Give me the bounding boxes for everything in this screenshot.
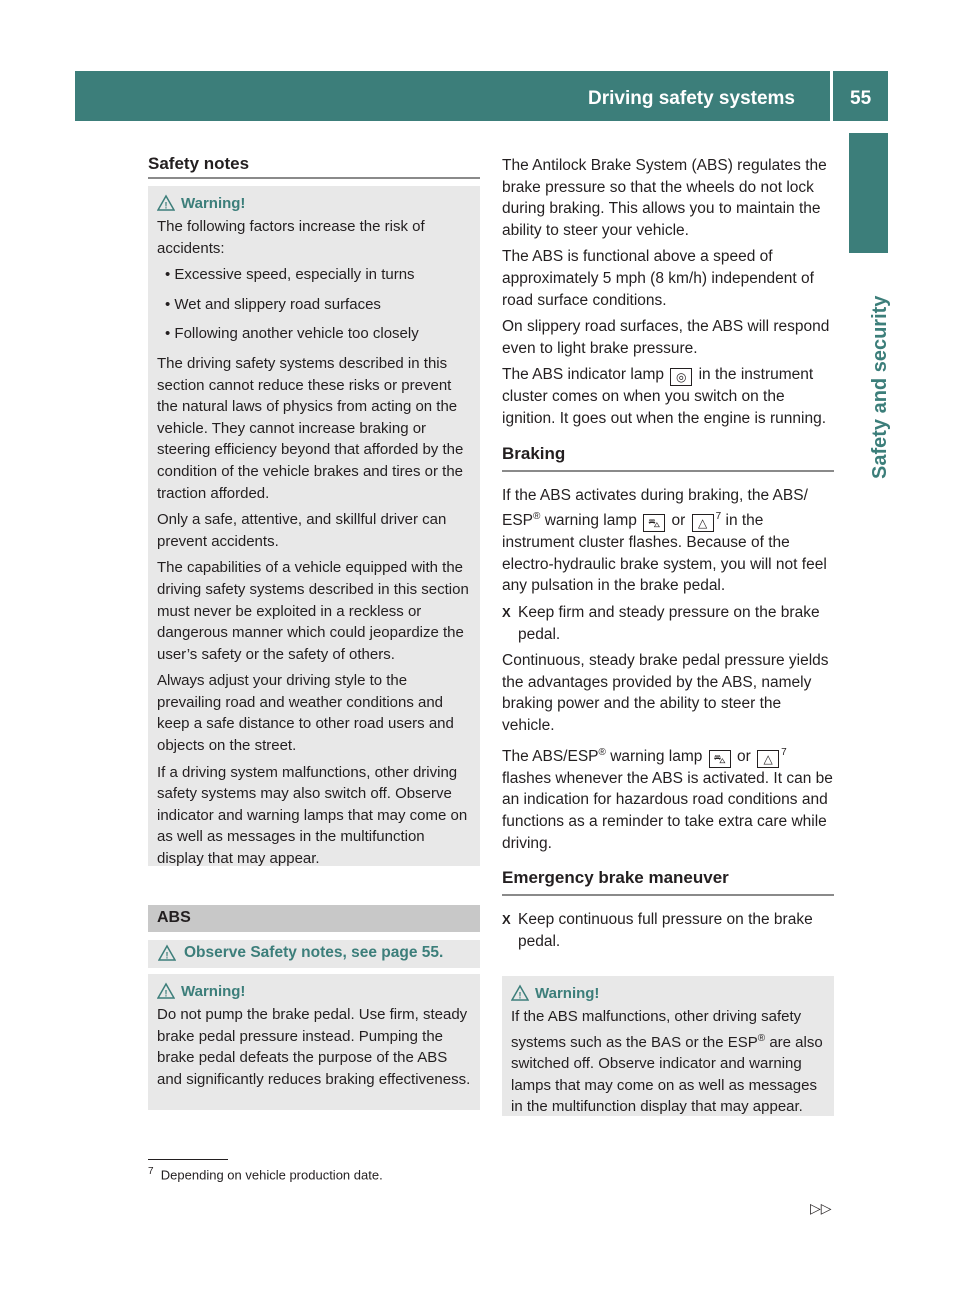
- text: If the ABS activates during braking, the ABS/ ESP: [502, 486, 808, 530]
- text: The ABS/ESP: [502, 747, 599, 765]
- esp-lamp-icon: ⛍: [643, 514, 665, 532]
- warning-triangle-icon: [157, 982, 175, 1000]
- paragraph: The capabilities of a vehicle equipped with the driving safety systems described in this section must never be exploited in a reckless or dangerous manner which could jeopardize the user’s safety or the safety of others.: [157, 559, 469, 663]
- page-number: 55: [850, 88, 872, 109]
- warning-triangle-icon: [157, 194, 175, 212]
- text: in the instrument cluster flashes. Because of the electro-hydraulic brake system, you will not feel any pulsation in the brake pedal.: [502, 512, 827, 595]
- observe-link[interactable]: Observe Safety notes, see page 55.: [184, 944, 444, 961]
- paragraph: [502, 364, 834, 429]
- text: are also switched off. Observe indicator and warning lamps that may come on as well as messages in the multifunction display that may appear.: [511, 1033, 823, 1116]
- heading-rule: [502, 894, 834, 896]
- footnote: [148, 1166, 383, 1182]
- paragraph: [502, 742, 834, 855]
- heading-rule: [502, 470, 834, 472]
- text: warning lamp: [610, 747, 703, 765]
- paragraph: If a driving system malfunctions, other driving safety systems may also switch off. Observe indicator and warning lamps that may come on as well as messages in the multifunction display that may appear.: [157, 763, 468, 868]
- abs-heading-bar: [148, 905, 480, 932]
- heading-braking: Braking: [502, 443, 566, 463]
- side-tab-label: Safety and security: [869, 295, 891, 479]
- warning-intro: The following factors increase the risk of accidents:: [157, 218, 425, 257]
- warning-title: [511, 984, 825, 1002]
- header-title: Driving safety systems: [588, 88, 795, 109]
- paragraph: The Antilock Brake System (ABS) regulates the brake pressure so that the wheels do not lock during braking. This allows you to maintain the ability to steer your vehicle.: [502, 157, 827, 239]
- registered-mark: ®: [757, 1032, 766, 1044]
- esp-lamp-icon: ⛍: [709, 750, 731, 768]
- footnote-ref: 7: [781, 746, 787, 758]
- paragraph: Do not pump the brake pedal. Use firm, steady brake pedal pressure instead. Pumping the brake pedal defeats the purpose of the ABS and significantly reduces braking effectiveness.: [157, 1006, 471, 1088]
- warning-box-2: [148, 974, 480, 1110]
- heading-safety-notes: Safety notes: [148, 154, 250, 173]
- instruction-item: X Keep firm and steady pressure on the brake pedal.: [502, 602, 834, 645]
- svg-text:!: !: [164, 988, 168, 999]
- paragraph: The driving safety systems described in this section cannot reduce these risks or prevent the natural laws of physics from acting on the vehicle. They cannot increase braking or steering efficiency beyond that afforded by the condition of the vehicle brakes and tires or the traction afforded.: [157, 354, 464, 502]
- warning-title-text: Warning!: [181, 982, 246, 1000]
- registered-mark: ®: [598, 746, 606, 758]
- warning-lamp-icon: △: [757, 750, 779, 768]
- heading-rule: [148, 177, 480, 179]
- warning-title: [157, 982, 471, 1000]
- right-column: [502, 155, 834, 957]
- abs-lamp-icon: ◎: [670, 368, 692, 386]
- paragraph: Only a safe, attentive, and skillful driver can prevent accidents.: [157, 511, 447, 550]
- footnote-rule: [148, 1159, 228, 1160]
- footnote-mark: 7: [148, 1166, 154, 1177]
- text: flashes whenever the ABS is activated. It can be an indication for hazardous road conditions and functions as a reminder to take extra care while driving.: [502, 769, 833, 852]
- warning-title: [157, 194, 471, 212]
- warning-title-text: Warning!: [535, 984, 600, 1002]
- text: The ABS indicator lamp: [502, 366, 664, 384]
- paragraph: Continuous, steady brake pedal pressure yields the advantages provided by the ABS, namely braking power and the ability to steer the vehicle.: [502, 652, 829, 735]
- continue-mark: ▷▷: [810, 1200, 832, 1216]
- footnote-text: Depending on vehicle production date.: [160, 1167, 383, 1183]
- svg-text:!: !: [165, 950, 169, 961]
- heading-emergency: Emergency brake maneuver: [502, 868, 729, 888]
- text: If the ABS malfunctions, other driving safety systems such as the BAS or the ESP: [511, 1008, 802, 1051]
- abs-heading: ABS: [157, 909, 191, 926]
- text: or: [737, 747, 751, 765]
- text: or: [671, 512, 686, 530]
- warning-triangle-icon: [158, 944, 176, 962]
- observe-box: [148, 940, 480, 968]
- paragraph: [502, 485, 834, 598]
- warning-title-text: Warning!: [181, 194, 246, 212]
- side-tab-block: [849, 133, 888, 253]
- warning-lamp-icon: △: [692, 514, 714, 532]
- paragraph: The ABS is functional above a speed of approximately 5 mph (8 km/h) independent of road surface conditions.: [502, 248, 814, 309]
- instruction-item: X Keep continuous full pressure on the brake pedal.: [502, 909, 834, 952]
- bullet-item: • Excessive speed, especially in turns: [157, 264, 471, 286]
- paragraph: On slippery road surfaces, the ABS will respond even to light brake pressure.: [502, 318, 830, 357]
- footnote-ref: 7: [715, 511, 722, 523]
- bullet-item: • Following another vehicle too closely: [157, 323, 471, 345]
- registered-mark: ®: [533, 511, 541, 523]
- side-tab: [849, 264, 891, 484]
- text: in the instrument cluster comes on when you switch on the ignition. It goes out when the engine is running.: [502, 366, 827, 427]
- warning-box-3: [502, 976, 834, 1116]
- bullet-item: • Wet and slippery road surfaces: [157, 294, 471, 316]
- paragraph: Always adjust your driving style to the prevailing road and weather conditions and keep a safe distance to other road users and objects on the street.: [157, 672, 454, 755]
- text: warning lamp: [544, 512, 637, 530]
- warning-triangle-icon: [511, 984, 529, 1002]
- warning-box-1: [148, 186, 480, 866]
- svg-text:!: !: [164, 200, 168, 211]
- svg-text:!: !: [518, 990, 522, 1001]
- header-divider: [830, 71, 833, 121]
- paragraph: [511, 1006, 825, 1118]
